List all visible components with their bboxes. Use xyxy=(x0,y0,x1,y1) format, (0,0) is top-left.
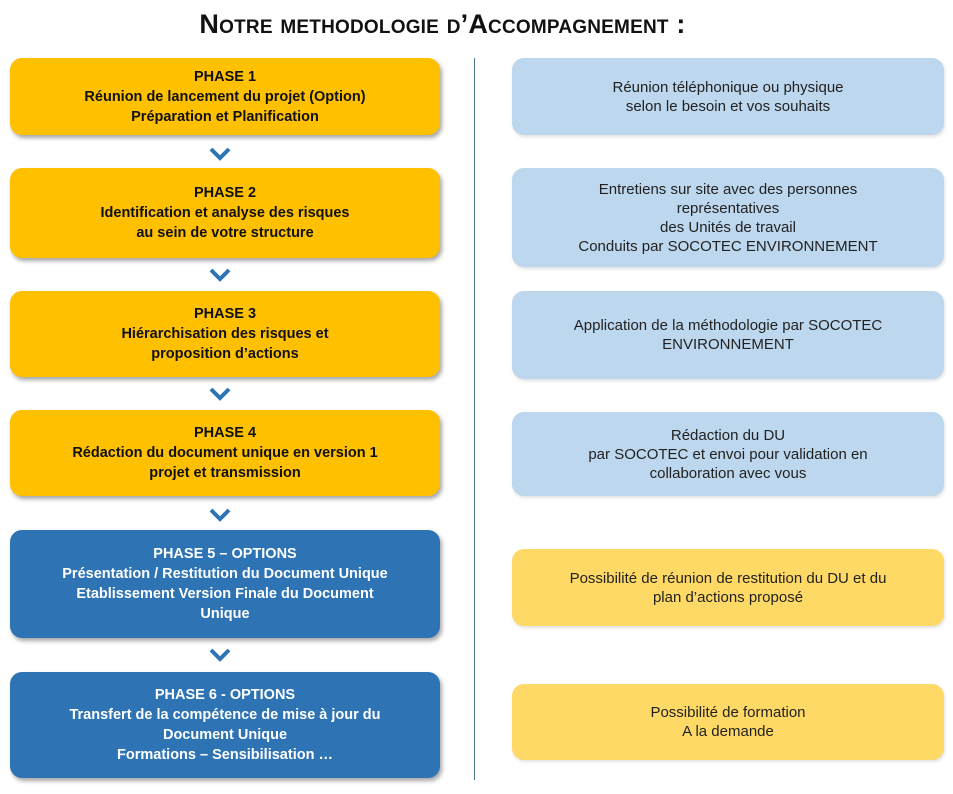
description-line: Application de la méthodologie par SOCOTEC xyxy=(573,317,883,334)
phase-6-description xyxy=(512,684,944,760)
phase-6-line-1: Transfert de la compétence de mise à jour du xyxy=(69,707,381,723)
phase-5-box xyxy=(10,530,440,638)
phase-6-line-2: Document Unique xyxy=(162,727,288,743)
phase-3-heading: PHASE 3 xyxy=(193,306,257,322)
phase-2-box xyxy=(10,168,440,258)
phase-6-heading: PHASE 6 - OPTIONS xyxy=(154,687,296,703)
phase-6-line-3: Formations – Sensibilisation … xyxy=(117,747,333,763)
phase-6-box xyxy=(10,672,440,778)
phase-5-line-2: Etablissement Version Finale du Document xyxy=(76,586,374,602)
column-divider xyxy=(474,58,475,780)
description-line: Conduits par SOCOTEC ENVIRONNEMENT xyxy=(578,237,878,255)
description-line: plan d’actions proposé xyxy=(652,588,804,606)
phase-5-heading: PHASE 5 – OPTIONS xyxy=(153,546,297,562)
description-line: collaboration avec vous xyxy=(649,464,807,482)
phase-4-box xyxy=(10,410,440,496)
page-title: Notre methodologie d’Accompagnement : xyxy=(199,9,686,39)
phase-1-heading: PHASE 1 xyxy=(193,68,257,85)
description-line: Réunion téléphonique ou physique xyxy=(612,78,844,96)
description-line: des Unités de travail xyxy=(660,218,796,236)
phase-3-box xyxy=(10,291,440,377)
chevron-down-icon xyxy=(208,387,232,401)
phase-1-description xyxy=(512,58,944,135)
chevron-down-icon xyxy=(208,648,232,662)
description-line: par SOCOTEC et envoi pour validation en xyxy=(588,445,868,463)
description-line: Possibilité de formation xyxy=(650,704,806,721)
phase-4-line-2: projet et transmission xyxy=(149,465,301,481)
phase-3-line-1: Hiérarchisation des risques et xyxy=(121,326,329,342)
phase-4-heading: PHASE 4 xyxy=(193,425,257,441)
description-line: Possibilité de réunion de restitution du DU et du xyxy=(569,569,887,587)
phase-1-line-1: Réunion de lancement du projet (Option) xyxy=(84,88,366,105)
phase-2-line-1: Identification et analyse des risques xyxy=(100,205,350,221)
description-line: Entretiens sur site avec des personnes xyxy=(598,180,858,198)
phase-4-description xyxy=(512,412,944,496)
phase-3-description xyxy=(512,291,944,379)
description-line: Rédaction du DU xyxy=(670,426,786,444)
phase-1-line-2: Préparation et Planification xyxy=(131,108,319,125)
chevron-down-icon xyxy=(208,508,232,522)
description-line: ENVIRONNEMENT xyxy=(662,336,794,353)
phase-1-box xyxy=(10,58,440,135)
description-line: A la demande xyxy=(682,723,774,740)
phase-2-description xyxy=(512,168,944,267)
description-line: représentatives xyxy=(676,199,780,217)
phase-2-heading: PHASE 2 xyxy=(193,185,257,201)
chevron-down-icon xyxy=(208,268,232,282)
phase-2-line-2: au sein de votre structure xyxy=(136,225,314,241)
phase-5-line-3: Unique xyxy=(200,606,250,622)
phase-5-line-1: Présentation / Restitution du Document Unique xyxy=(62,566,388,582)
chevron-down-icon xyxy=(208,147,232,161)
phase-3-line-2: proposition d’actions xyxy=(151,346,299,362)
phase-5-description xyxy=(512,549,944,626)
phase-4-line-1: Rédaction du document unique en version 1 xyxy=(72,445,378,461)
description-line: selon le besoin et vos souhaits xyxy=(625,97,831,115)
